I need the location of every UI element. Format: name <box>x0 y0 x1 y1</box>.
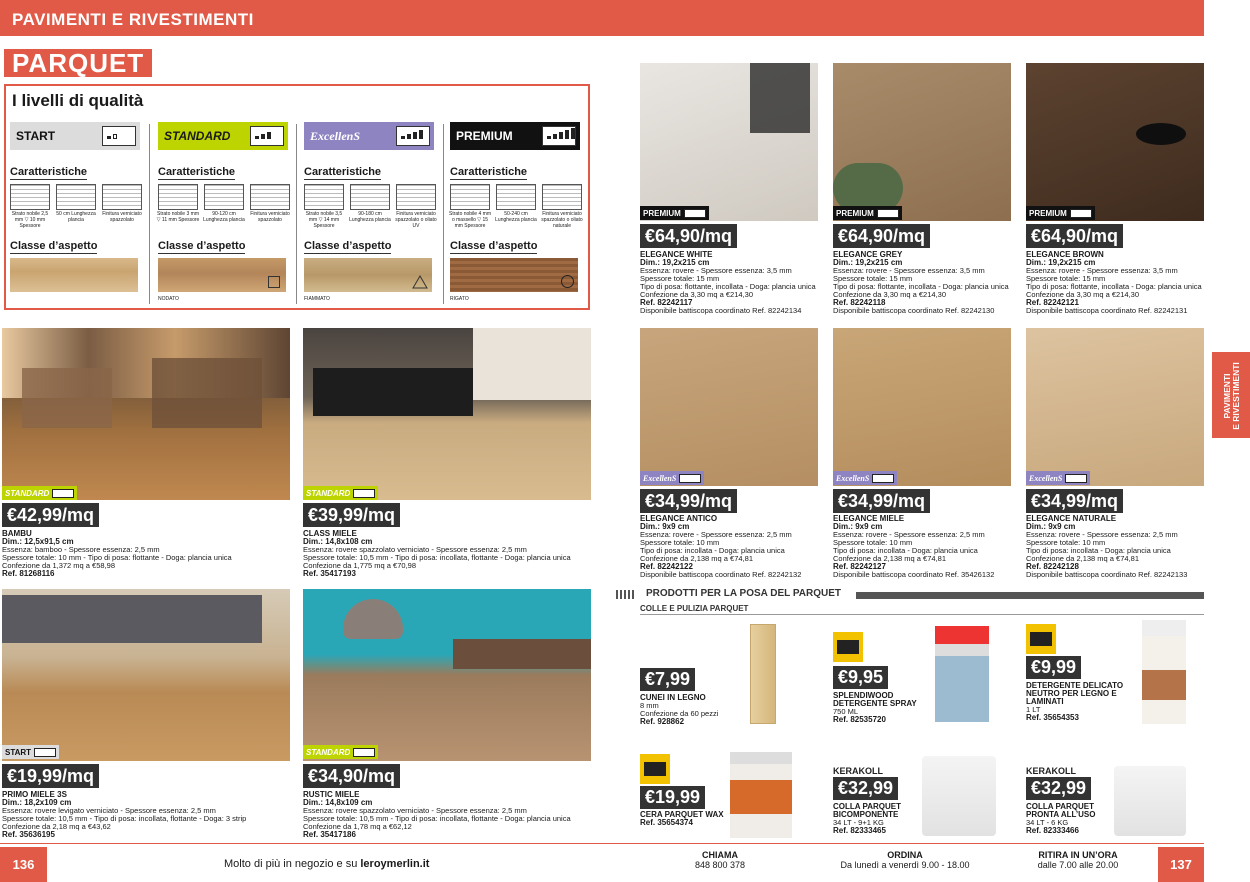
characteristics-icons <box>158 184 292 224</box>
finish-icon <box>102 184 142 210</box>
aspect-name: FIAMMATO <box>304 296 330 302</box>
finish-icon <box>542 184 582 210</box>
wood-sample <box>450 258 578 292</box>
quality-head-standard <box>158 122 288 150</box>
detergent-bottle-image <box>1142 620 1186 724</box>
characteristics-label: Caratteristiche <box>304 166 382 178</box>
length-icon <box>350 184 390 210</box>
detergente-info: DETERGENTE DELICATO NEUTRO PER LEGNO E LAMINATI 1 LT Ref. 35654353 <box>1026 681 1124 722</box>
quality-name: START <box>16 129 56 143</box>
level-icon <box>542 126 576 146</box>
icon-label: 50 cm Lunghezza plancia <box>56 211 96 223</box>
quality-name: STANDARD <box>164 129 231 143</box>
elegance-brown-info: ELEGANCE BROWN Dim.: 19,2x215 cm Essenza: rovere - Spessore essenza: 3,5 mm Spessore totale: 15 mm Tipo di posa: flottante, incollata - Doga: plancia unica Confezione da 3,30 mq a €214,30 Ref. 82242121 Disponibile battiscopa coordinato Ref. 82242131 <box>1026 250 1202 315</box>
quality-badge: PREMIUM <box>833 206 902 220</box>
product-dim: Dim.: 9x9 cm <box>833 522 883 531</box>
icon-label: 50-240 cm Lunghezza plancia <box>495 211 537 223</box>
product-dim: Dim.: 18,2x109 cm <box>2 798 72 807</box>
fila-logo <box>833 632 863 662</box>
bambu-price: €42,99/mq <box>2 503 99 527</box>
divider <box>296 124 297 304</box>
quality-col-premium <box>448 118 586 308</box>
quality-badge: STANDARD <box>303 745 378 759</box>
icon-label: Strato nobile 2,5 mm ▽ 10 mm Spessore <box>11 211 49 229</box>
quality-col-excellens <box>302 118 440 308</box>
spray-bottle-image <box>935 626 989 722</box>
length-icon <box>56 184 96 210</box>
accessories-subtitle: COLLE E PULIZIA PARQUET <box>640 604 749 613</box>
page-number-right: 137 <box>1158 847 1204 882</box>
accessories-title: PRODOTTI PER LA POSA DEL PARQUET <box>642 588 845 599</box>
aspect-class-label: Classe d’aspetto <box>304 240 392 252</box>
header-title: PAVIMENTI E RIVESTIMENTI <box>12 10 254 29</box>
product-dim: Dim.: 9x9 cm <box>640 522 690 531</box>
bambu-photo <box>2 328 290 500</box>
aspect-class-label: Classe d’aspetto <box>158 240 246 252</box>
characteristics-icons <box>10 184 144 229</box>
circle-shape-icon <box>561 275 574 288</box>
product-dim: Dim.: 14,8x109 cm <box>303 798 373 807</box>
quality-badge: PREMIUM <box>1026 206 1095 220</box>
level-icon <box>250 126 284 146</box>
bambu-info: BAMBU Dim.: 12,5x91,5 cm Essenza: bamboo - Spessore essenza: 2,5 mm Spessore totale: 10 mm - Tipo di posa: flottante - Doga: plancia unica Confezione da 1,372 mq a €58,98 Ref. 81268116 <box>2 529 232 578</box>
glue-bucket-image <box>922 756 996 836</box>
product-dim: Dim.: 9x9 cm <box>1026 522 1076 531</box>
footer-line <box>0 843 1204 844</box>
class-miele-photo <box>303 328 591 500</box>
product-name: CLASS MIELE <box>303 529 357 538</box>
elegance-white-photo <box>640 63 818 221</box>
parquet-badge: PARQUET <box>4 49 152 77</box>
quality-col-standard <box>156 118 294 308</box>
elegance-antico-photo <box>640 328 818 486</box>
icon-label: Finitura verniciato spazzolato o oliato UV <box>395 211 437 229</box>
icon-label: 90-180 cm Lunghezza plancia <box>349 211 391 223</box>
elegance-grey-price: €64,90/mq <box>833 224 930 248</box>
wood-sample <box>158 258 286 292</box>
layer-icon <box>10 184 50 210</box>
divider <box>640 614 1204 615</box>
cunei-price: €7,99 <box>640 668 695 691</box>
square-shape-icon <box>268 276 280 288</box>
colla-uso-info: COLLA PARQUET PRONTA ALL’USO 34 LT - 6 KG Ref. 82333466 <box>1026 802 1096 835</box>
rustic-miele-price: €34,90/mq <box>303 764 400 788</box>
product-name: ELEGANCE WHITE <box>640 250 713 259</box>
elegance-miele-photo <box>833 328 1011 486</box>
elegance-naturale-photo <box>1026 328 1204 486</box>
product-dim: Dim.: 19,2x215 cm <box>1026 258 1096 267</box>
side-tab-label: PAVIMENTI E RIVESTIMENTI <box>1222 362 1241 430</box>
product-name: ELEGANCE ANTICO <box>640 514 718 523</box>
aspect-class-label: Classe d’aspetto <box>450 240 538 252</box>
quality-badge: STANDARD <box>2 486 77 500</box>
wood-wedges-image <box>750 624 776 724</box>
elegance-naturale-info: ELEGANCE NATURALE Dim.: 9x9 cm Essenza: rovere - Spessore essenza: 2,5 mm Spessore totale: 10 mm Tipo di posa: incollata - Doga: plancia unica Confezione da 2,138 mq a €74,81 Ref. 82242128 Disponibile battiscopa coordinato Ref. 82242133 <box>1026 514 1188 579</box>
class-miele-info: CLASS MIELE Dim.: 14,8x108 cm Essenza: rovere spazzolato verniciato - Spessore essenza: 2,5 mm Spessore totale: 10,5 mm - Tipo di posa: incollata, flottante - Doga: plancia unica Confezione da 1,775 mq a €70,98 Ref. 35417193 <box>303 529 571 578</box>
level-icon <box>396 126 430 146</box>
icon-label: Finitura verniciato spazzolato <box>102 211 142 223</box>
icon-label: Finitura verniciato spazzolato <box>250 211 290 223</box>
primo-miele-price: €19,99/mq <box>2 764 99 788</box>
rustic-miele-photo <box>303 589 591 761</box>
elegance-brown-photo <box>1026 63 1204 221</box>
layer-icon <box>304 184 344 210</box>
product-name: ELEGANCE GREY <box>833 250 903 259</box>
wax-canister-image <box>730 752 792 838</box>
finish-icon <box>396 184 436 210</box>
colla-bi-price: €32,99 <box>833 777 898 800</box>
wood-sample <box>10 258 138 292</box>
characteristics-icons <box>304 184 438 229</box>
aspect-name: NODATO <box>158 296 179 302</box>
icon-label: Strato nobile 3 mm ▽ 11 mm Spessore <box>156 211 200 223</box>
quality-badge: ExcellenS <box>833 471 897 485</box>
product-dim: Dim.: 19,2x215 cm <box>640 258 710 267</box>
elegance-antico-info: ELEGANCE ANTICO Dim.: 9x9 cm Essenza: rovere - Spessore essenza: 2,5 mm Spessore totale: 10 mm Tipo di posa: incollata - Doga: plancia unica Confezione da 2,138 mq a €74,81 Ref. 82242122 Disponibile battiscopa coordinato Ref. 82242132 <box>640 514 802 579</box>
characteristics-icons <box>449 184 584 229</box>
quality-badge: ExcellenS <box>640 471 704 485</box>
length-icon <box>204 184 244 210</box>
product-name: PRIMO MIELE 3S <box>2 790 67 799</box>
fila-logo <box>1026 624 1056 654</box>
length-icon <box>496 184 536 210</box>
triangle-shape-icon <box>412 275 428 289</box>
icon-label: Strato nobile 3,5 mm ▽ 14 mm Spessore <box>305 211 343 229</box>
cunei-info: CUNEI IN LEGNO 8 mm Confezione da 60 pezzi Ref. 928862 <box>640 693 719 726</box>
product-name: ELEGANCE BROWN <box>1026 250 1104 259</box>
product-dim: Dim.: 14,8x108 cm <box>303 537 373 546</box>
elegance-miele-price: €34,99/mq <box>833 489 930 513</box>
section-side-tab <box>1212 352 1250 438</box>
layer-icon <box>158 184 198 210</box>
fila-logo <box>640 754 670 784</box>
footer-site-link[interactable]: leroymerlin.it <box>360 858 430 870</box>
icon-label: Strato nobile 4 mm o massello ▽ 15 mm Spessore <box>449 211 491 229</box>
footer-promo: Molto di più in negozio e su leroymerlin.it <box>224 858 430 870</box>
quality-badge: PREMIUM <box>640 206 709 220</box>
quality-head-excellens <box>304 122 434 150</box>
quality-name: PREMIUM <box>456 129 513 143</box>
cera-price: €19,99 <box>640 786 705 809</box>
product-name: ELEGANCE MIELE <box>833 514 905 523</box>
quality-badge: START <box>2 745 59 759</box>
elegance-white-price: €64,90/mq <box>640 224 737 248</box>
colla-bi-info: COLLA PARQUET BICOMPONENTE 34 LT - 9+1 KG Ref. 82333465 <box>833 802 901 835</box>
quality-head-premium <box>450 122 580 150</box>
footer-order: ORDINA Da lunedì a venerdì 9.00 - 18.00 <box>840 850 970 870</box>
quality-col-start <box>8 118 146 308</box>
splendiwood-info: SPLENDIWOOD DETERGENTE SPRAY 750 ML Ref. 82535720 <box>833 691 917 724</box>
product-name: RUSTIC MIELE <box>303 790 360 799</box>
footer-pickup: RITIRA IN UN’ORA dalle 7.00 alle 20.00 <box>1037 850 1119 870</box>
characteristics-label: Caratteristiche <box>450 166 528 178</box>
class-miele-price: €39,99/mq <box>303 503 400 527</box>
elegance-grey-photo <box>833 63 1011 221</box>
divider <box>443 124 444 304</box>
finish-icon <box>250 184 290 210</box>
aspect-name: RIGATO <box>450 296 469 302</box>
splendiwood-price: €9,95 <box>833 666 888 689</box>
elegance-miele-info: ELEGANCE MIELE Dim.: 9x9 cm Essenza: rovere - Spessore essenza: 2,5 mm Spessore totale: 10 mm Tipo di posa: incollata - Doga: plancia unica Confezione da 2,138 mq a €74,81 Ref. 82242127 Disponibile battiscopa coordinato Ref. 35426132 <box>833 514 995 579</box>
level-icon <box>102 126 136 146</box>
wood-sample <box>304 258 432 292</box>
page-number-left: 136 <box>0 847 47 882</box>
product-name: BAMBU <box>2 529 32 538</box>
footer-call: CHIAMA 848 800 378 <box>694 850 746 870</box>
divider <box>149 124 150 304</box>
layer-icon <box>450 184 490 210</box>
product-dim: Dim.: 12,5x91,5 cm <box>2 537 74 546</box>
quality-badge: STANDARD <box>303 486 378 500</box>
quality-title: I livelli di qualità <box>12 91 144 110</box>
product-dim: Dim.: 19,2x215 cm <box>833 258 903 267</box>
rustic-miele-info: RUSTIC MIELE Dim.: 14,8x109 cm Essenza: rovere spazzolato verniciato - Spessore essenza: 2,5 mm Spessore totale: 10,5 mm - Tipo di posa: incollata, flottante - Doga: plancia unica Confezione da 1,78 mq a €62,12 Ref. 35417186 <box>303 790 571 839</box>
kerakoll-logo: KERAKOLL <box>833 766 883 776</box>
characteristics-label: Caratteristiche <box>158 166 236 178</box>
primo-miele-info: PRIMO MIELE 3S Dim.: 18,2x109 cm Essenza: rovere levigato verniciato - Spessore essenza: 2,5 mm Spessore totale: 10,5 mm - Tipo di posa: incollata, flottante - Doga: 3 strip Confezione da 2,18 mq a €43,62 Ref. 35636195 <box>2 790 247 839</box>
cera-info: CERA PARQUET WAX Ref. 35654374 <box>640 810 724 827</box>
product-name: ELEGANCE NATURALE <box>1026 514 1117 523</box>
elegance-naturale-price: €34,99/mq <box>1026 489 1123 513</box>
characteristics-label: Caratteristiche <box>10 166 88 178</box>
icon-label: Finitura verniciato spazzolato o oliato naturale <box>541 211 583 229</box>
primo-miele-photo <box>2 589 290 761</box>
quality-name: ExcellenS <box>310 128 360 143</box>
detergente-price: €9,99 <box>1026 656 1081 679</box>
quality-head-start <box>10 122 140 150</box>
elegance-antico-price: €34,99/mq <box>640 489 737 513</box>
icon-label: 90-120 cm Lunghezza plancia <box>203 211 245 223</box>
elegance-white-info: ELEGANCE WHITE Dim.: 19,2x215 cm Essenza: rovere - Spessore essenza: 3,5 mm Spessore totale: 15 mm Tipo di posa: flottante, incollata - Doga: plancia unica Confezione da 3,30 mq a €214,30 Ref. 82242117 Disponibile battiscopa coordinato Ref. 82242134 <box>640 250 816 315</box>
elegance-grey-info: ELEGANCE GREY Dim.: 19,2x215 cm Essenza: rovere - Spessore essenza: 3,5 mm Spessore totale: 15 mm Tipo di posa: flottante, incollata - Doga: plancia unica Confezione da 3,30 mq a €214,30 Ref. 82242118 Disponibile battiscopa coordinato Ref. 82242130 <box>833 250 1009 315</box>
aspect-class-label: Classe d’aspetto <box>10 240 98 252</box>
kerakoll-logo: KERAKOLL <box>1026 766 1076 776</box>
colla-uso-price: €32,99 <box>1026 777 1091 800</box>
elegance-brown-price: €64,90/mq <box>1026 224 1123 248</box>
quality-badge: ExcellenS <box>1026 471 1090 485</box>
